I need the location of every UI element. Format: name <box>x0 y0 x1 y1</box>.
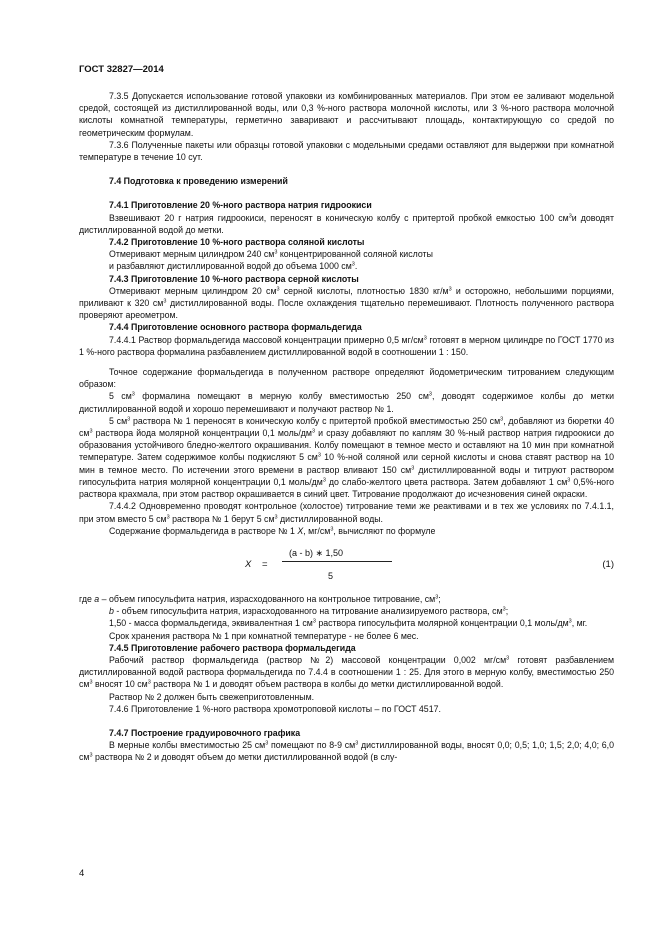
paragraph-7-4-3: Отмеривают мерным цилиндром 20 $см^3$ серной кислоты, плотностью 1830 $кг/м^3$ и осторожно, небольшими порциями, приливают к 320 $см^3$ дистиллированной воды. После охлаждения тщательно перемешивают. Плотность полученного раствора проверяют ареометром. <box>79 285 614 321</box>
paragraph-7-4-5: Рабочий раствор формальдегида (раствор №2) массовой концентрации 0,002 $мг/см^3$ готовят разбавлением дистиллированной водой раствора формальдегида по 7.4.4 в соотношении 1 : 25. Для этого в мерную колбу, вместимостью 250 $см^3$ вносят 10 $см^3$ раствора № 1 и доводят объем раствора в колбы до метки дистиллированной водой. <box>79 654 614 690</box>
formula-1 <box>79 547 614 593</box>
paragraph-content-formula-intro: Содержание формальдегида в растворе № 1 X, $мг/см^3$, вычисляют по формуле <box>109 525 436 536</box>
formula-variable: X <box>245 558 252 570</box>
paragraph-7-4-7: В мерные колбы вместимостью 25 $см^3$ помещают по 8-9 $см^3$ дистиллированной воды, вносят 0,0; 0,5; 1,0; 1,5; 2,0; 4,0; 6,0 $см^3$ раствора № 2 и доводят объем до метки дистиллированной водой (в слу- <box>79 740 614 763</box>
heading-7-4-3: 7.4.3 Приготовление 10 %-ного раствора серной кислоты <box>109 273 359 284</box>
formula-denominator: 5 <box>328 570 334 581</box>
where-b: b - объем гипосульфита натрия, израсходованного на титрование анализируемого раствора, $см^3$; <box>109 606 509 617</box>
page-number: 4 <box>79 868 85 879</box>
paragraph-exact-content: Точное содержание формальдегида в полученном растворе определяют йодометрическим титрованием следующим образом: <box>79 367 614 390</box>
formula-equals: = <box>262 558 268 570</box>
paragraph-7-4-6: 7.4.6 Приготовление 1 %-ного раствора хромотроповой кислоты – по ГОСТ 4517. <box>109 703 441 714</box>
paragraph-7-3-6: 7.3.6 Полученные пакеты или образцы готовой упаковки с модельными средами оставляют для выдержки при комнатной температуре в течение 10 сут. <box>79 139 614 163</box>
fraction-line <box>282 561 392 562</box>
paragraph-7-4-4-1: 7.4.4.1 Раствор формальдегида массовой концентрации примерно 0,5 $мг/см^3$ готовят в мерном цилиндре по ГОСТ 1770 из 1 %-ного раствора формалина разбавлением дистиллированной водой в соотношении 1 : 150. <box>79 334 614 357</box>
paragraph-7-4-1: Взвешивают 20 г натрия гидроокиси, переносят в коническую колбу с притертой пробкой емкостью 100 $см^3и$ доводят дистиллированной водой до метки. <box>79 212 614 235</box>
paragraph-solution-2-fresh: Раствор № 2 должен быть свежеприготовленным. <box>109 691 315 702</box>
heading-7-4-4: 7.4.4 Приготовление основного раствора формальдегида <box>109 322 362 333</box>
paragraph-7-4-4-2: 7.4.4.2 Одновременно проводят контрольное (холостое) титрование теми же реактивами и в тех же условиях по 7.4.1.1, при этом вместо 5 $см^3$ раствора № 1 берут 5 $см^3$ дистиллированной воды. <box>79 501 614 524</box>
where-a: где a – объем гипосульфита натрия, израсходованного на контрольное титрование, $см^3$; <box>79 593 441 604</box>
paragraph-7-4-2-b: и разбавляют дистиллированной водой до объема 1000 $см^3$. <box>109 261 358 272</box>
heading-7-4: 7.4 Подготовка к проведению измерений <box>109 176 288 187</box>
paragraph-step-5a: 5 $см^3$ формалина помещают в мерную колбу вместимостью 250 $см^3$, доводят содержимое колбы до метки дистиллированной водой и хорошо перемешивают и получают раствор № 1. <box>79 391 614 414</box>
heading-7-4-5: 7.4.5 Приготовление рабочего раствора формальдегида <box>109 642 356 653</box>
formula-number: (1) <box>602 558 614 570</box>
where-c: 1,50 - масса формальдегида, эквивалентная 1 $см^3$ раствора гипосульфита молярной концентрации 0,1 моль/$дм^3$, мг. <box>109 618 588 629</box>
heading-7-4-2: 7.4.2 Приготовление 10 %-ного раствора соляной кислоты <box>109 237 365 248</box>
storage-term: Срок хранения раствора № 1 при комнатной температуре - не более 6 мес. <box>109 630 419 641</box>
paragraph-7-4-2-a: Отмеривают мерным цилиндром 240 $см^3$ концентрированной соляной кислоты <box>109 249 433 260</box>
heading-7-4-7: 7.4.7 Построение градуировочного графика <box>109 727 301 738</box>
paragraph-step-5b: 5 $см^3$ раствора № 1 переносят в коническую колбу с притертой пробкой вместимостью 250 $см^3$, добавляют из бюретки 40 $см^3$ раствора йода молярной концентрации 0,1 моль/$дм^3$ и сразу добавляют по каплям 30 %-ный раствор натрия гидроокиси до образования устойчивого бледно-желтого окрашивания. Колбу помещают в темное место и оставляют на 10 мин при комнатной температуре. Затем содержимое колбы подкисляют 5 $см^3$ 10 %-ной соляной или серной кислоты и снова ставят раствор на 10 мин в темное место. По истечении этого времени в раствор вливают 150 $см^3$ дистиллированной воды и титруют раствором гипосульфита натрия молярной концентрации 0,1 моль/$дм^3$ до слабо-желтого цвета раствора. Затем добавляют 1 $см^3$ 0,5%-ного раствора крахмала, при этом раствор окрашивается в синий цвет. Титрование продолжают до исчезновения синей окраски. <box>79 415 614 500</box>
heading-7-4-1: 7.4.1 Приготовление 20 %-ного раствора натрия гидроокиси <box>109 200 372 211</box>
page-body <box>79 90 614 764</box>
document-header: ГОСТ 32827—2014 <box>79 64 164 75</box>
formula-numerator: (a - b) ∗ 1,50 <box>289 547 344 558</box>
paragraph-7-3-5: 7.3.5 Допускается использование готовой упаковки из комбинированных материалов. При этом ее заливают модельной средой, состоящей из дистиллированной воды, или 0,3 %-ного раствора молочной кислоты, или 3 %-ного раствора молочной кислоты комнатной температуры, герметично заваривают и рассчитывают площадь, контактирующую со средой по геометрическим формулам. <box>79 91 614 138</box>
